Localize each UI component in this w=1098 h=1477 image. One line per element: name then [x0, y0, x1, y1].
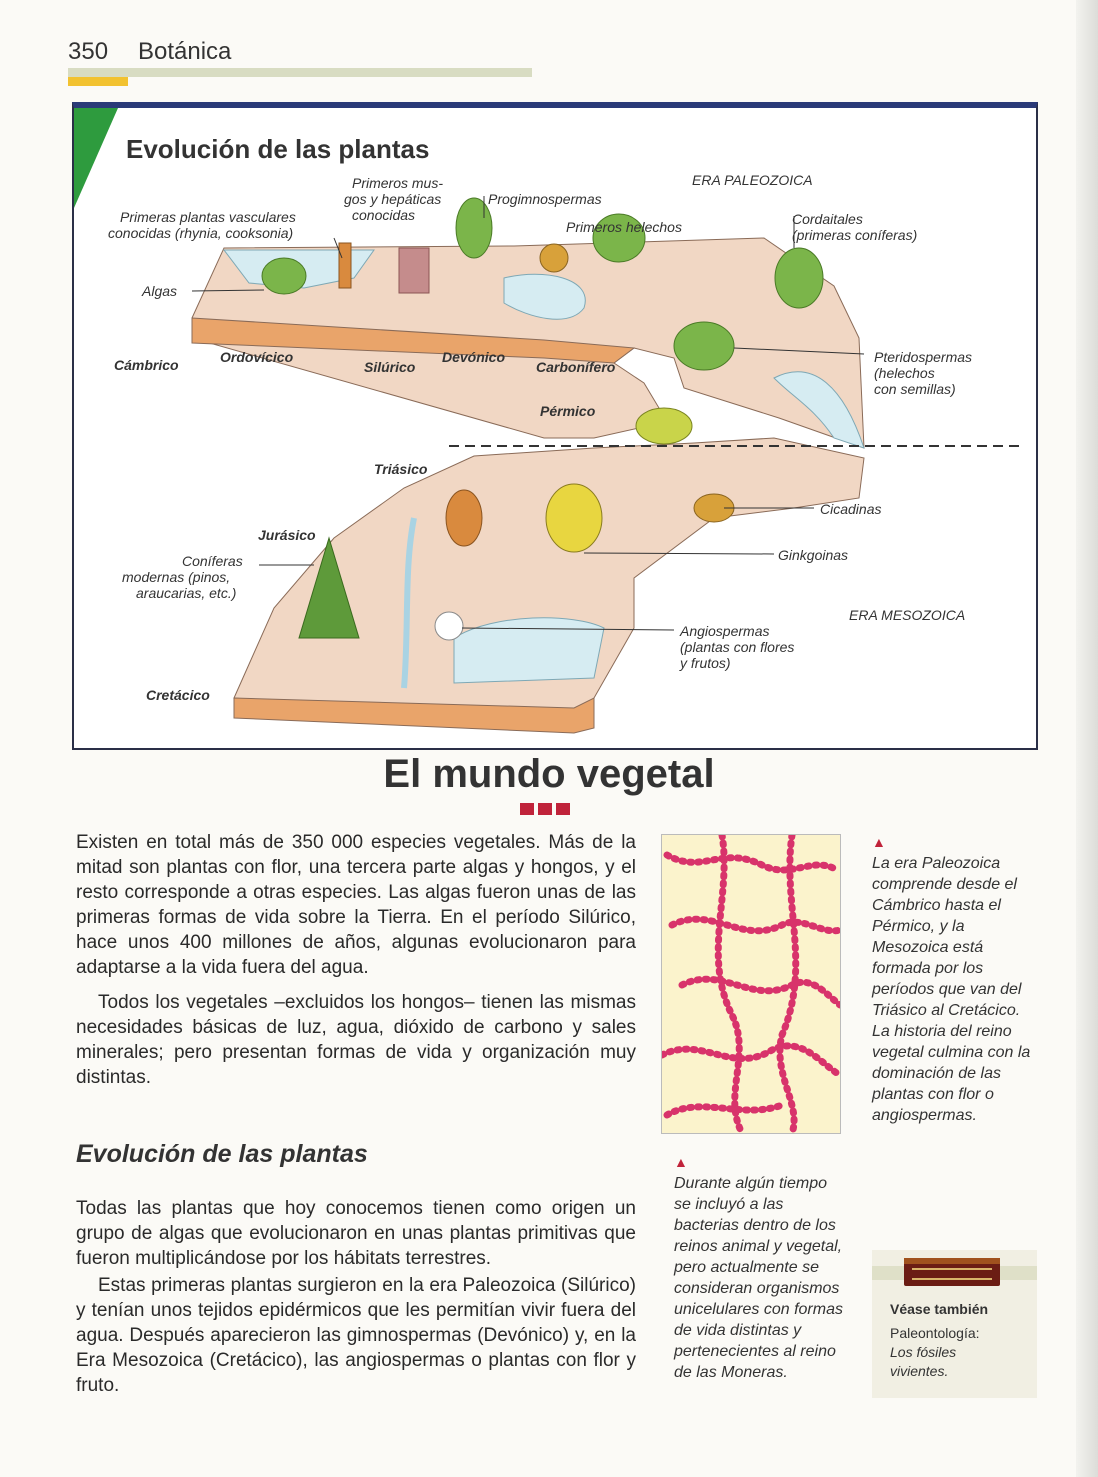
algae-drawing [262, 258, 306, 294]
label-coniferas-2: modernas (pinos, [122, 569, 231, 585]
title-ornament [520, 803, 574, 815]
pteridosperm-drawing [674, 322, 734, 370]
label-progimnospermas: Progimnospermas [488, 191, 602, 207]
label-musgos-3: conocidas [352, 207, 416, 223]
ginkgo-drawing [546, 484, 602, 552]
cycad-trunk-drawing [446, 490, 482, 546]
period-silurico: Silúrico [364, 359, 416, 375]
label-primeras-1: Primeras plantas vasculares [120, 209, 296, 225]
book-icon [902, 1252, 1002, 1292]
paragraph-4: Estas primeras plantas surgieron en la era Paleozoica (Silúrico) y tenían unos tejidos epidérmicos que les permitían vivir fuera del agua. Después aparecieron las gimnospermas (Devónico) y, en la Era Mesozoica (Cretácico), las angiospermas o plantas con flor y fruto. [76, 1275, 636, 1396]
triangle-marker-icon: ▲ [674, 1154, 688, 1170]
label-primeras-2: conocidas (rhynia, cooksonia) [108, 225, 294, 241]
label-pterido-1: Pteridospermas [874, 349, 973, 365]
section-title: Botánica [138, 38, 232, 65]
label-helechos: Primeros helechos [566, 219, 682, 235]
period-cretacico: Cretácico [146, 687, 210, 703]
sidenote-eras [872, 832, 1042, 1126]
mesozoic-lake [454, 618, 604, 683]
section-heading: Evolución de las plantas [76, 1140, 368, 1168]
evolution-figure [72, 102, 1038, 750]
label-cicadinas: Cicadinas [820, 501, 882, 517]
bacteria-micrograph [661, 834, 841, 1134]
page-number: 350 [68, 38, 109, 65]
era-paleozoic-label: ERA PALEOZOICA [692, 172, 813, 188]
period-jurasico: Jurásico [258, 527, 316, 543]
fern-drawing [540, 244, 568, 272]
cordaitales-drawing [775, 248, 823, 308]
progymnosperm-drawing [456, 198, 492, 258]
micrograph-art [662, 835, 840, 1133]
label-angio-1: Angiospermas [680, 623, 770, 639]
label-musgos-1: Primeros mus- [352, 175, 444, 191]
label-ginkgoinas: Ginkgoinas [778, 547, 849, 563]
era-mesozoic-label: ERA MESOZOICA [849, 607, 966, 623]
label-coniferas-1: Coníferas [182, 553, 243, 569]
label-cordaitales-1: Cordaitales [792, 211, 863, 227]
figure-title: Evolución de las plantas [126, 134, 430, 164]
period-carbonifero: Carbonífero [536, 359, 616, 375]
label-algas: Algas [142, 283, 178, 299]
label-angio-3: y frutos) [680, 655, 731, 671]
evolution-illustration [74, 108, 1036, 748]
see-also-text[interactable] [890, 1324, 980, 1381]
sidenote-eras-text: La era Paleozoica comprende desde el Cámbrico hasta el Pérmico, y la Mesozoica está formada por los períodos que van del Triásico al Cretácico. La historia del reino vegetal culmina con la dominación de las plantas con flor o angiospermas. [872, 855, 1031, 1124]
rhynia-drawing [339, 243, 351, 288]
triangle-marker-icon: ▲ [872, 834, 886, 850]
paragraph-1: Existen en total más de 350 000 especies vegetales. Más de la mitad son plantas con flor, una tercera parte algas y hongos, y el resto corresponde a otras especies. Las algas fueron unas de las primeras formas de vida sobre la Tierra. En el período Silúrico, hace unos 400 millones de años, algunas evolucionaron para adaptarse a la vida fuera del agua. [76, 832, 636, 978]
header-rule [68, 68, 532, 77]
period-permico: Pérmico [540, 403, 596, 419]
label-pterido-3: con semillas) [874, 381, 956, 397]
label-coniferas-3: araucarias, etc.) [136, 585, 237, 601]
sidenote-bacteria [674, 1152, 844, 1383]
sidenote-bacteria-text: Durante algún tiempo se incluyó a las bacterias dentro de los reinos animal y vegetal, pero actualmente se consideran organismos unicelulares con formas de vida distintas y pertenecientes al reino de las Moneras. [674, 1175, 843, 1381]
page-title: El mundo vegetal [383, 752, 715, 796]
permian-plant-drawing [636, 408, 692, 444]
period-cambrico: Cámbrico [114, 357, 179, 373]
paragraph-3: Todas las plantas que hoy conocemos tienen como origen un grupo de algas que evolucionaron en unas plantas primitivas que fueron multiplicándose por los hábitats terrestres. [76, 1198, 636, 1269]
label-cordaitales-2: (primeras coníferas) [792, 227, 918, 243]
moss-drawing [399, 248, 429, 293]
flower-drawing [435, 612, 463, 640]
see-also-topic[interactable]: Paleontología: [890, 1325, 980, 1341]
label-musgos-2: gos y hepáticas [344, 191, 442, 207]
label-angio-2: (plantas con flores [680, 639, 795, 655]
period-devonico: Devónico [442, 349, 506, 365]
green-corner [74, 108, 118, 208]
header-accent [68, 77, 128, 86]
period-ordovicico: Ordovícico [220, 349, 294, 365]
period-triasico: Triásico [374, 461, 428, 477]
page-edge [1076, 0, 1098, 1477]
see-also-subtopic-2[interactable]: vivientes. [890, 1363, 949, 1379]
label-pterido-2: (helechos [874, 365, 935, 381]
paragraph-2: Todos los vegetales –excluidos los hongos– tienen las mismas necesidades básicas de luz, agua, dióxido de carbono y sales minerales; pero presentan formas de vida y organización muy distintas. [76, 992, 636, 1088]
see-also-heading: Véase también [890, 1301, 989, 1317]
see-also-subtopic-1[interactable]: Los fósiles [890, 1344, 957, 1360]
